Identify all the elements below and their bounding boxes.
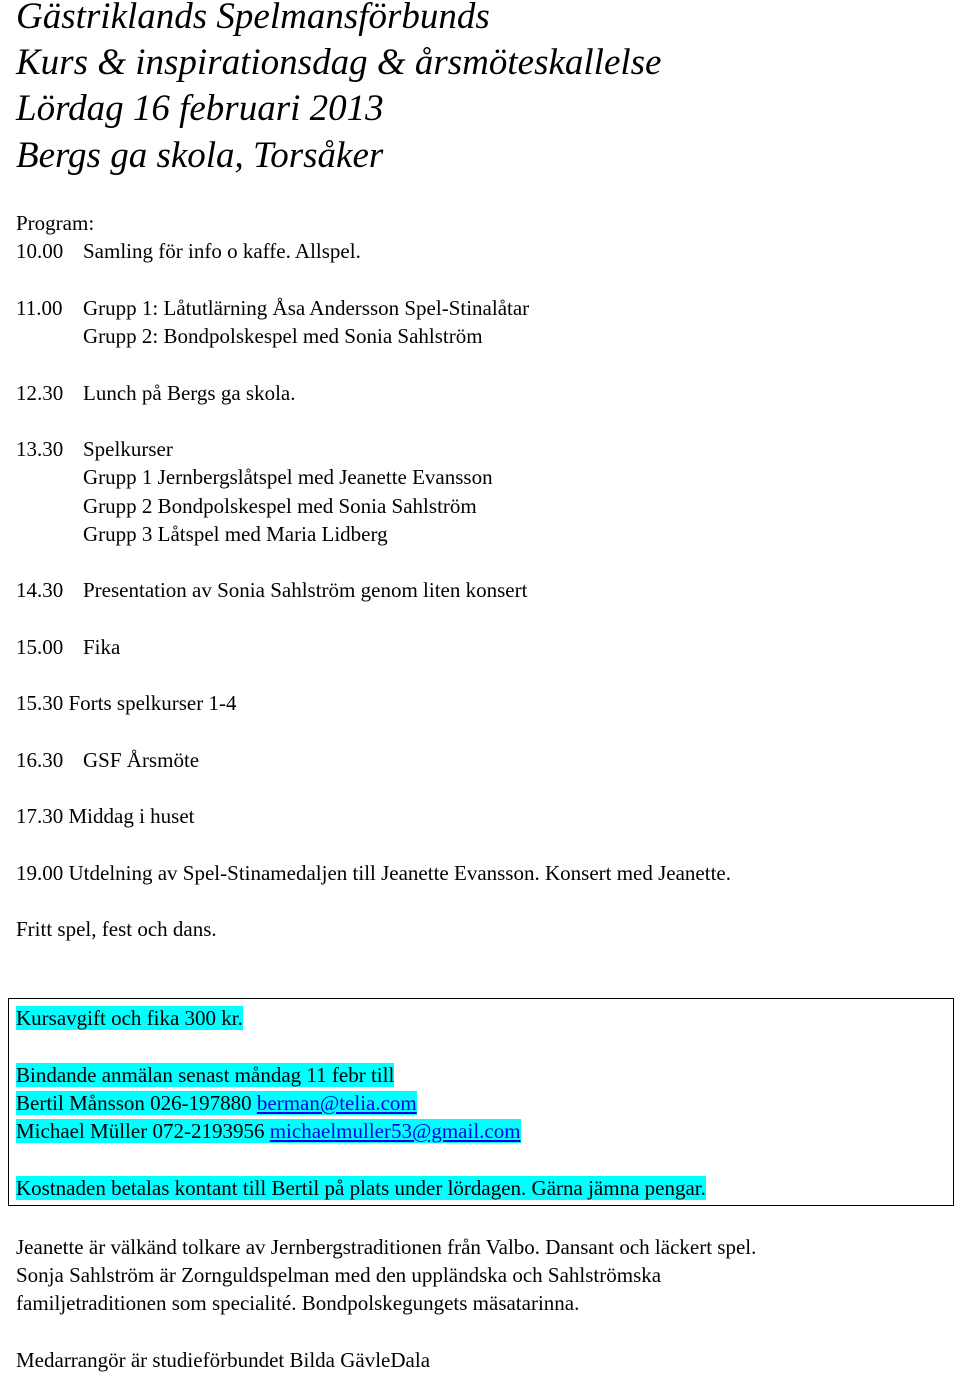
- schedule-subitem: Grupp 2: Bondpolskespel med Sonia Sahlström: [83, 324, 483, 348]
- schedule-text: Presentation av Sonia Sahlström genom liten konsert: [83, 578, 528, 602]
- schedule-time: 11.00: [16, 296, 63, 320]
- contact-name: [16, 1119, 521, 1143]
- email-link[interactable]: berman@telia.com: [256, 1091, 417, 1115]
- schedule-subitem: Grupp 2 Bondpolskespel med Sonia Sahlström: [83, 494, 477, 518]
- schedule-item: [16, 633, 120, 661]
- schedule-subitem: Grupp 3 Låtspel med Maria Lidberg: [83, 522, 388, 546]
- schedule-time: 14.30: [16, 578, 64, 602]
- schedule-text: Lunch på Bergs ga skola.: [83, 381, 296, 405]
- about-sonja-cont: familjetraditionen som specialité. Bondpolskegungets mäsatarinna.: [16, 1291, 580, 1315]
- payment-note: [16, 1174, 706, 1202]
- schedule-item: 15.30 Forts spelkurser 1-4: [16, 691, 237, 715]
- schedule-time: 13.30: [16, 437, 64, 461]
- schedule-text: Spelkurser: [83, 437, 173, 461]
- schedule-text: Fika: [83, 635, 121, 659]
- schedule-item: 19.00 Utdelning av Spel-Stinamedaljen till Jeanette Evansson. Konsert med Jeanette.: [16, 861, 731, 885]
- schedule-item: [16, 237, 361, 265]
- schedule-text: Samling för info o kaffe. Allspel.: [83, 239, 361, 263]
- about-sonja: Sonja Sahlström är Zornguldspelman med den uppländska och Sahlströmska: [16, 1263, 662, 1287]
- schedule-item: [16, 435, 173, 463]
- contact-name-text: Michael Müller 072-2193956: [16, 1119, 270, 1143]
- schedule-time: 16.30: [16, 748, 64, 772]
- contact-bertil: [16, 1089, 417, 1117]
- schedule-item: [16, 294, 529, 322]
- schedule-item: [16, 379, 295, 407]
- heading-federation: Gästriklands Spelmansförbunds: [16, 0, 490, 37]
- about-jeanette: Jeanette är välkänd tolkare av Jernbergstraditionen från Valbo. Dansant och läckert spel.: [16, 1235, 757, 1259]
- schedule-time: 10.00: [16, 239, 64, 263]
- schedule-item: [16, 576, 527, 604]
- schedule-item: 17.30 Middag i huset: [16, 804, 195, 828]
- contact-michael: [16, 1117, 521, 1145]
- schedule-text: GSF Årsmöte: [83, 748, 200, 772]
- schedule-text: Grupp 1: Låtutlärning Åsa Andersson Spel-Stinalåtar: [83, 296, 530, 320]
- heading-location: Bergs ga skola, Torsåker: [16, 135, 384, 176]
- schedule-time: 15.00: [16, 635, 64, 659]
- course-fee: [16, 1004, 243, 1032]
- program-label: Program:: [16, 211, 95, 235]
- contact-name-text: Bertil Månsson 026-197880: [16, 1091, 257, 1115]
- signup-deadline: [16, 1061, 394, 1089]
- email-link[interactable]: michaelmuller53@gmail.com: [269, 1119, 521, 1143]
- course-fee-text: Kursavgift och fika 300 kr.: [16, 1006, 243, 1030]
- heading-date: Lördag 16 februari 2013: [16, 88, 384, 129]
- schedule-item: [16, 746, 199, 774]
- signup-text: Bindande anmälan senast måndag 11 febr till: [16, 1063, 395, 1087]
- schedule-subitem: Grupp 1 Jernbergslåtspel med Jeanette Evansson: [83, 465, 493, 489]
- schedule-item: Fritt spel, fest och dans.: [16, 917, 217, 941]
- schedule-time: 12.30: [16, 381, 64, 405]
- contact-name: [16, 1091, 417, 1115]
- heading-event: Kurs & inspirationsdag & årsmöteskallelse: [16, 42, 662, 83]
- co-organizer: Medarrangör är studieförbundet Bilda GävleDala: [16, 1348, 431, 1372]
- payment-text: Kostnaden betalas kontant till Bertil på plats under lördagen. Gärna jämna pengar.: [16, 1176, 706, 1200]
